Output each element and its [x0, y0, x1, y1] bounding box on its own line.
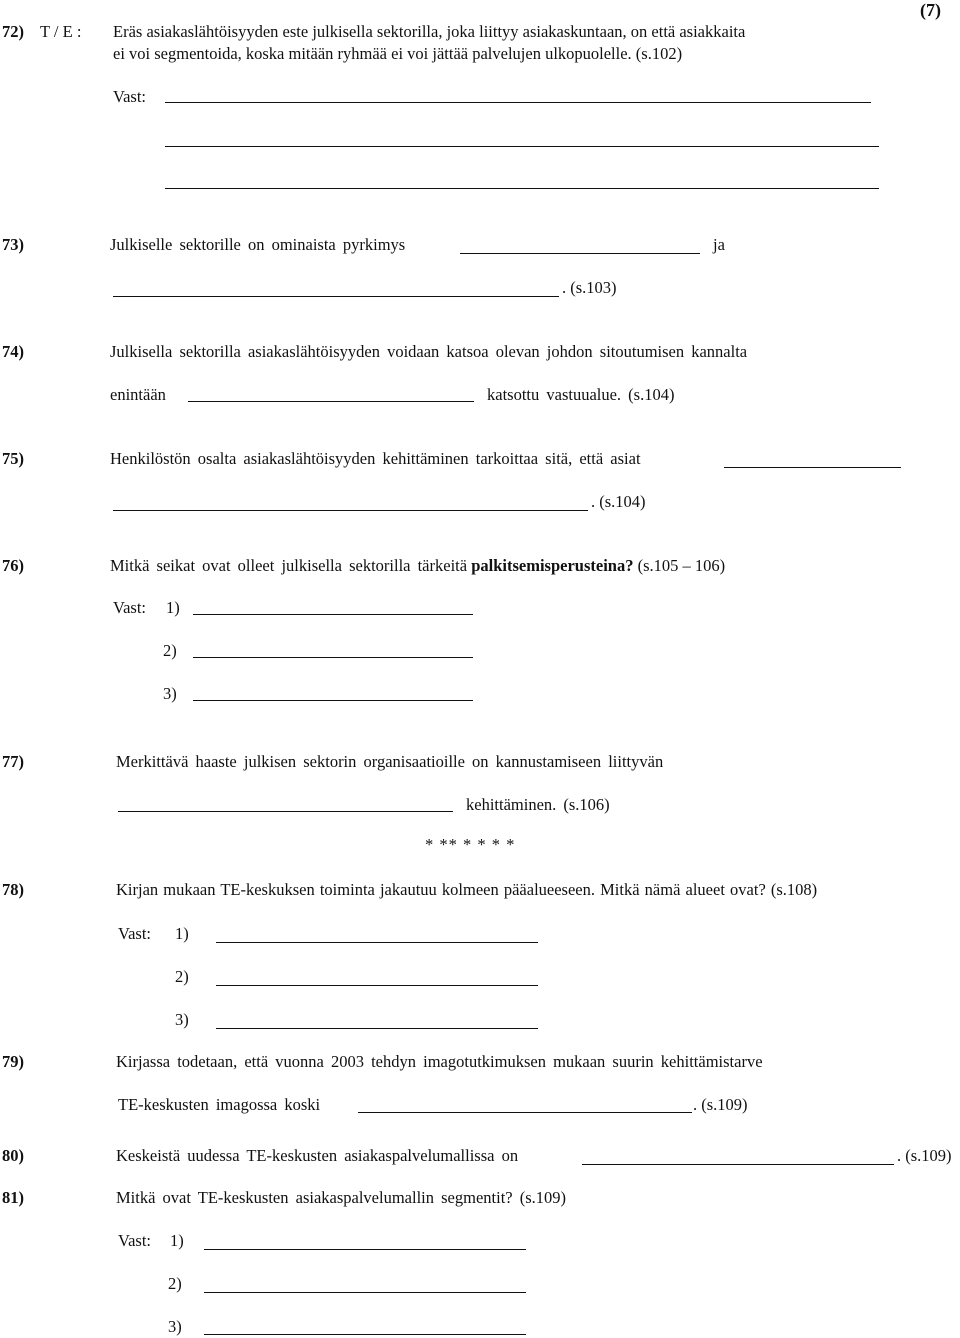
- question-number: 80): [2, 1146, 24, 1165]
- answer-blank[interactable]: [204, 1334, 526, 1335]
- question-text: [110, 556, 725, 576]
- question-text: Julkiselle sektorille on ominaista pyrkimys: [110, 235, 406, 254]
- question-text: Mitkä ovat TE-keskusten asiakaspalvelumallin segmentit? (s.109): [116, 1188, 567, 1207]
- answer-label: Vast:: [113, 598, 146, 617]
- page-reference: . (s.109): [693, 1095, 748, 1114]
- answer-blank[interactable]: [113, 296, 559, 297]
- answer-item-number: 3): [175, 1010, 189, 1029]
- question-text: Keskeistä uudessa TE-keskusten asiakaspalvelumallissa on: [116, 1146, 519, 1165]
- question-text: Julkisella sektorilla asiakaslähtöisyyden voidaan katsoa olevan johdon sitoutumisen kannalta: [110, 342, 748, 361]
- question-text: Henkilöstön osalta asiakaslähtöisyyden kehittäminen tarkoittaa sitä, että asiat: [110, 449, 641, 468]
- answer-blank[interactable]: [582, 1164, 894, 1165]
- question-number: 81): [2, 1188, 24, 1207]
- question-number: 78): [2, 880, 24, 899]
- answer-blank[interactable]: [193, 614, 473, 615]
- answer-item-number: 2): [168, 1274, 182, 1293]
- answer-blank[interactable]: [460, 253, 700, 254]
- answer-label: Vast:: [113, 87, 146, 106]
- answer-item-number: 1): [170, 1231, 184, 1250]
- answer-blank[interactable]: [113, 510, 588, 511]
- answer-blank[interactable]: [193, 700, 473, 701]
- page-reference: . (s.103): [562, 278, 617, 297]
- question-number: 75): [2, 449, 24, 468]
- question-text: TE-keskusten imagossa koski: [118, 1095, 321, 1114]
- question-number: 73): [2, 235, 24, 254]
- answer-blank[interactable]: [193, 657, 473, 658]
- answer-blank[interactable]: [188, 401, 474, 402]
- question-number: 72): [2, 22, 24, 41]
- answer-blank[interactable]: [165, 188, 879, 189]
- question-text: Kirjan mukaan TE-keskuksen toiminta jakautuu kolmeen pääalueeseen. Mitkä nämä alueet ovat? (s.108): [116, 880, 818, 899]
- answer-blank[interactable]: [216, 1028, 538, 1029]
- question-text: Kirjassa todetaan, että vuonna 2003 tehdyn imagotutkimuksen mukaan suurin kehittämistarve: [116, 1052, 763, 1071]
- answer-blank[interactable]: [724, 467, 901, 468]
- question-number: 79): [2, 1052, 24, 1071]
- question-text: enintään: [110, 385, 166, 404]
- answer-item-number: 2): [175, 967, 189, 986]
- answer-label: Vast:: [118, 924, 151, 943]
- answer-blank[interactable]: [165, 102, 871, 103]
- answer-blank[interactable]: [204, 1292, 526, 1293]
- answer-blank[interactable]: [216, 942, 538, 943]
- answer-label: Vast:: [118, 1231, 151, 1250]
- question-text: katsottu vastuualue. (s.104): [487, 385, 675, 404]
- question-text: Merkittävä haaste julkisen sektorin organisaatioille on kannustamiseen liittyvän: [116, 752, 664, 771]
- page-reference: . (s.104): [591, 492, 646, 511]
- page-marker: (7): [920, 0, 941, 20]
- answer-item-number: 2): [163, 641, 177, 660]
- question-text-bold: palkitsemisperusteina?: [471, 556, 634, 575]
- answer-item-number: 3): [168, 1317, 182, 1336]
- section-separator: * ** * * * *: [425, 835, 516, 854]
- question-text: ei voi segmentoida, koska mitään ryhmää ei voi jättää palvelujen ulkopuolelle. (s.102): [113, 44, 683, 63]
- answer-item-number: 1): [166, 598, 180, 617]
- question-number: 74): [2, 342, 24, 361]
- question-tag: T / E :: [40, 22, 82, 41]
- answer-blank[interactable]: [165, 146, 879, 147]
- question-number: 77): [2, 752, 24, 771]
- answer-blank[interactable]: [216, 985, 538, 986]
- answer-blank[interactable]: [358, 1112, 692, 1113]
- question-number: 76): [2, 556, 24, 575]
- page-reference: . (s.109): [897, 1146, 952, 1165]
- page-reference: (s.105 – 106): [637, 556, 726, 575]
- question-text: kehittäminen. (s.106): [466, 795, 610, 814]
- answer-item-number: 3): [163, 684, 177, 703]
- question-text: Eräs asiakaslähtöisyyden este julkisella sektorilla, joka liittyy asiakaskuntaan, on että asiakkaita: [113, 22, 746, 41]
- question-text-main: Mitkä seikat ovat olleet julkisella sektorilla tärkeitä: [110, 556, 468, 575]
- answer-item-number: 1): [175, 924, 189, 943]
- answer-blank[interactable]: [204, 1249, 526, 1250]
- answer-blank[interactable]: [118, 811, 453, 812]
- question-text: ja: [713, 235, 725, 254]
